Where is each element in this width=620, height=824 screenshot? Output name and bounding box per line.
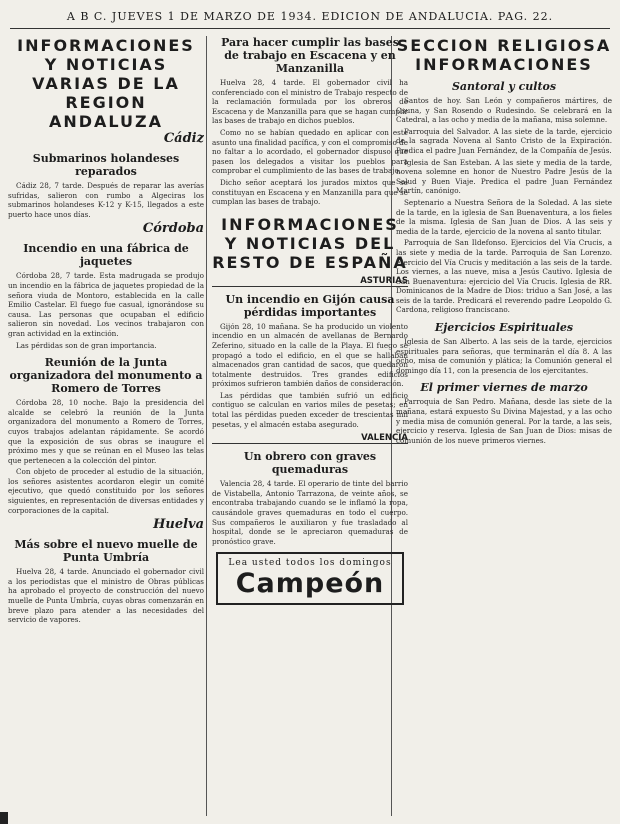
religious-section-headline: SECCION RELIGIOSA INFORMACIONES <box>396 36 612 74</box>
page-header: A B C. JUEVES 1 DE MARZO DE 1934. EDICION DE ANDALUCIA. PAG. 22. <box>10 6 610 29</box>
article-body: Iglesia de San Alberto. A las seis de la tarde, ejercicios espirituales para señoras, que terminarán el día 8. A las ocho, misa de comunión y plática; la Comunión general el domingo día 11, con la presencia de los ejercitantes. <box>396 337 612 375</box>
article-headline: Reunión de la Junta organizadora del monumento a Romero de Torres <box>9 356 203 396</box>
article-body: Septenario a Nuestra Señora de la Soledad. A las siete de la tarde, en la iglesia de San Buenaventura, a los fieles de la misma. Iglesia de San Juan de Dios. A las seis y media de la tarde, ejercicio de la novena al santo titular. <box>396 197 612 236</box>
article-headline: Un incendio en Gijón causa pérdidas importantes <box>225 292 395 319</box>
article-headline: Más sobre el nuevo muelle de Punta Umbría <box>14 538 198 565</box>
article-headline: Incendio en una fábrica de jaquetes <box>23 242 189 269</box>
section-cadiz: Cádiz <box>163 131 204 146</box>
article-headline: Para hacer cumplir las bases de trabajo en Escacena y en Manzanilla <box>221 36 399 75</box>
article-body: Parroquia de San Pedro. Mañana, desde las siete de la mañana, estará expuesto Su Divina Majestad, y a las ocho y media misa de comunión general. Por la tarde, a las seis, ejercicio y reserva. Iglesia de San Juan de Dios: misas de comunión de los nueve primeros viernes. <box>396 397 612 445</box>
article-body: Las pérdidas que también sufrió un edificio contiguo se calculan en varios miles de pesetas; en total las pérdidas pueden exceder de trescientas mil pesetas, y el almacén estaba asegurado. <box>212 390 408 429</box>
column-right <box>396 36 612 816</box>
article-headline: Santoral y cultos <box>451 80 557 93</box>
article-body: Huelva 28, 4 tarde. Anunciado el gobernador civil a los periodistas que el ministro de Obras públicas ha aprobado el proyecto de construcción del nuevo muelle de Punta Umbría, cuyas obras comenzarán en breve plazo para atender a las necesidades del servicio de vapores. <box>8 567 204 625</box>
article-headline: Un obrero con graves quemaduras <box>243 450 377 477</box>
article-body: Valencia 28, 4 tarde. El operario de tinte del barrio de Vistabella, Antonio Tarrazona, de veinte años, se encontraba trabajando cuando se le inflamó la ropa, causándole graves quemaduras en todo el cuerpo. Sus compañeros le auxiliaron y fue trasladado al hospital, donde se le apreciaron quemaduras de pronóstico grave. <box>212 479 408 546</box>
national-news-headline: INFORMACIONES Y NOTICIAS DEL RESTO DE ESPAÑA <box>212 214 408 272</box>
article-body: Cádiz 28, 7 tarde. Después de reparar las averías sufridas, salieron con rumbo a Algeciras los submarinos holandeses K-12 y K-15, llegados a este puerto hace unos días. <box>8 181 204 219</box>
article-body: Las pérdidas son de gran importancia. <box>16 340 157 350</box>
article-body: Gijón 28, 10 mañana. Se ha producido un violento incendio en un almacén de avellanas de Bernardo Zeferino, situado en la calle de la Playa. El fuego se propagó a todo el edificio, en el que se hallaban almacenados gran cantidad de sacos, que quedaron totalmente destruidos. Tres grandes edificios próximos sufrieron también daños de consideración. <box>212 321 408 389</box>
article-headline: El primer viernes de marzo <box>420 381 588 395</box>
article-body: Córdoba 28, 10 noche. Bajo la presidencia del alcalde se celebró la reunión de la Junta organizadora del monumento a Romero de Torres, cuyos trabajos adelantan rápidamente. Se acordó que la exposición de sus obras se inaugure el próximo mes y que se reúnan en el Museo las telas que pertenecen a la colección del pintor. <box>8 398 204 465</box>
column-middle <box>212 36 408 816</box>
regional-news-headline: INFORMACIONES Y NOTICIAS VARIAS DE LA REGION ANDALUZA <box>17 36 195 131</box>
article-headline: Ejercicios Espirituales <box>434 321 574 335</box>
article-body: Santos de hoy. San León y compañeros mártires, de Osuna, y San Rosendo o Rudesindo. Se celebrará en la Catedral, a las ocho y media de la mañana, misa solemne. <box>396 96 612 125</box>
column-left <box>8 36 204 816</box>
article-body: Iglesia de San Esteban. A las siete y media de la tarde, novena solemne en honor de Nuestro Padre Jesús de la Salud y Buen Viaje. Predica el padre Juan Fernández Martín, canónigo. <box>396 157 612 196</box>
article-body: Parroquia de San Ildefonso. Ejercicios del Vía Crucis, a las siete y media de la tarde. Parroquia de San Lorenzo. Ejercicio del Vía Crucis y meditación a las seis de la tarde. Los viernes, a las nueve, misa a Jesús Cautivo. Iglesia de San Buenaventura: ejercicio del Vía Crucis. Iglesia de RR. Dominicanos de la Madre de Dios: triduo a San José, a las seis de la tarde. Predicará el reverendo padre Leopoldo G. Cardona, religioso franciscano. <box>396 238 612 315</box>
campeon-advertisement <box>216 552 404 605</box>
article-body: Huelva 28, 4 tarde. El gobernador civil ha conferenciado con el ministro de Trabajo respecto de la reclamación formulada por los obreros de Escacena y de Manzanilla para que se hagan cumplir las bases de trabajo en dichos pueblos. <box>212 78 408 126</box>
article-body: Dicho señor aceptará los jurados mixtos que se constituyan en Escacena y en Manzanilla para que se cumplan las bases de trabajo. <box>212 177 408 207</box>
section-huelva: Huelva <box>153 517 204 533</box>
article-body: Córdoba 28, 7 tarde. Esta madrugada se produjo un incendio en la fábrica de jaquetes propiedad de la señora viuda de Montoro, establecida en la calle Emilio Castelar. El fuego fue casual, ignorándose su causa. Las personas que ocupaban el edificio salieron sin novedad. Los vecinos trabajaron con gran actividad en la extinción. <box>8 271 204 338</box>
section-cordoba: Córdoba <box>142 221 204 237</box>
article-body: Como no se habían quedado en aplicar con este asunto una finalidad pacífica, y con el compromiso de no faltar a lo acordado, el gobernador dispuso que pasen los delegados a visitar los pueblos para comprobar el cumplimiento de las bases de trabajo. <box>212 127 408 176</box>
article-body: Parroquia del Salvador. A las siete de la tarde, ejercicio de la sagrada Novena al Santo Cristo de la Expiración. Predica el padre Juan Fernández, de la Compañía de Jesús. <box>396 126 612 155</box>
ad-logo: Campeón <box>235 568 385 600</box>
article-body: Con objeto de proceder al estudio de la situación, los señores asistentes acordaron elegir un comité ejecutivo, que quedó constituido por los señores siguientes, en representación de diversas entidades y corporaciones de la capital. <box>8 467 204 515</box>
column-divider <box>206 36 207 816</box>
edge-mark <box>0 812 8 824</box>
ad-tagline: Lea usted todos los domingos <box>228 558 392 569</box>
article-headline: Submarinos holandeses reparados <box>32 152 180 178</box>
region-tag-valencia: VALENCIA <box>212 433 408 444</box>
region-tag-asturias: ASTURIAS <box>212 276 408 287</box>
